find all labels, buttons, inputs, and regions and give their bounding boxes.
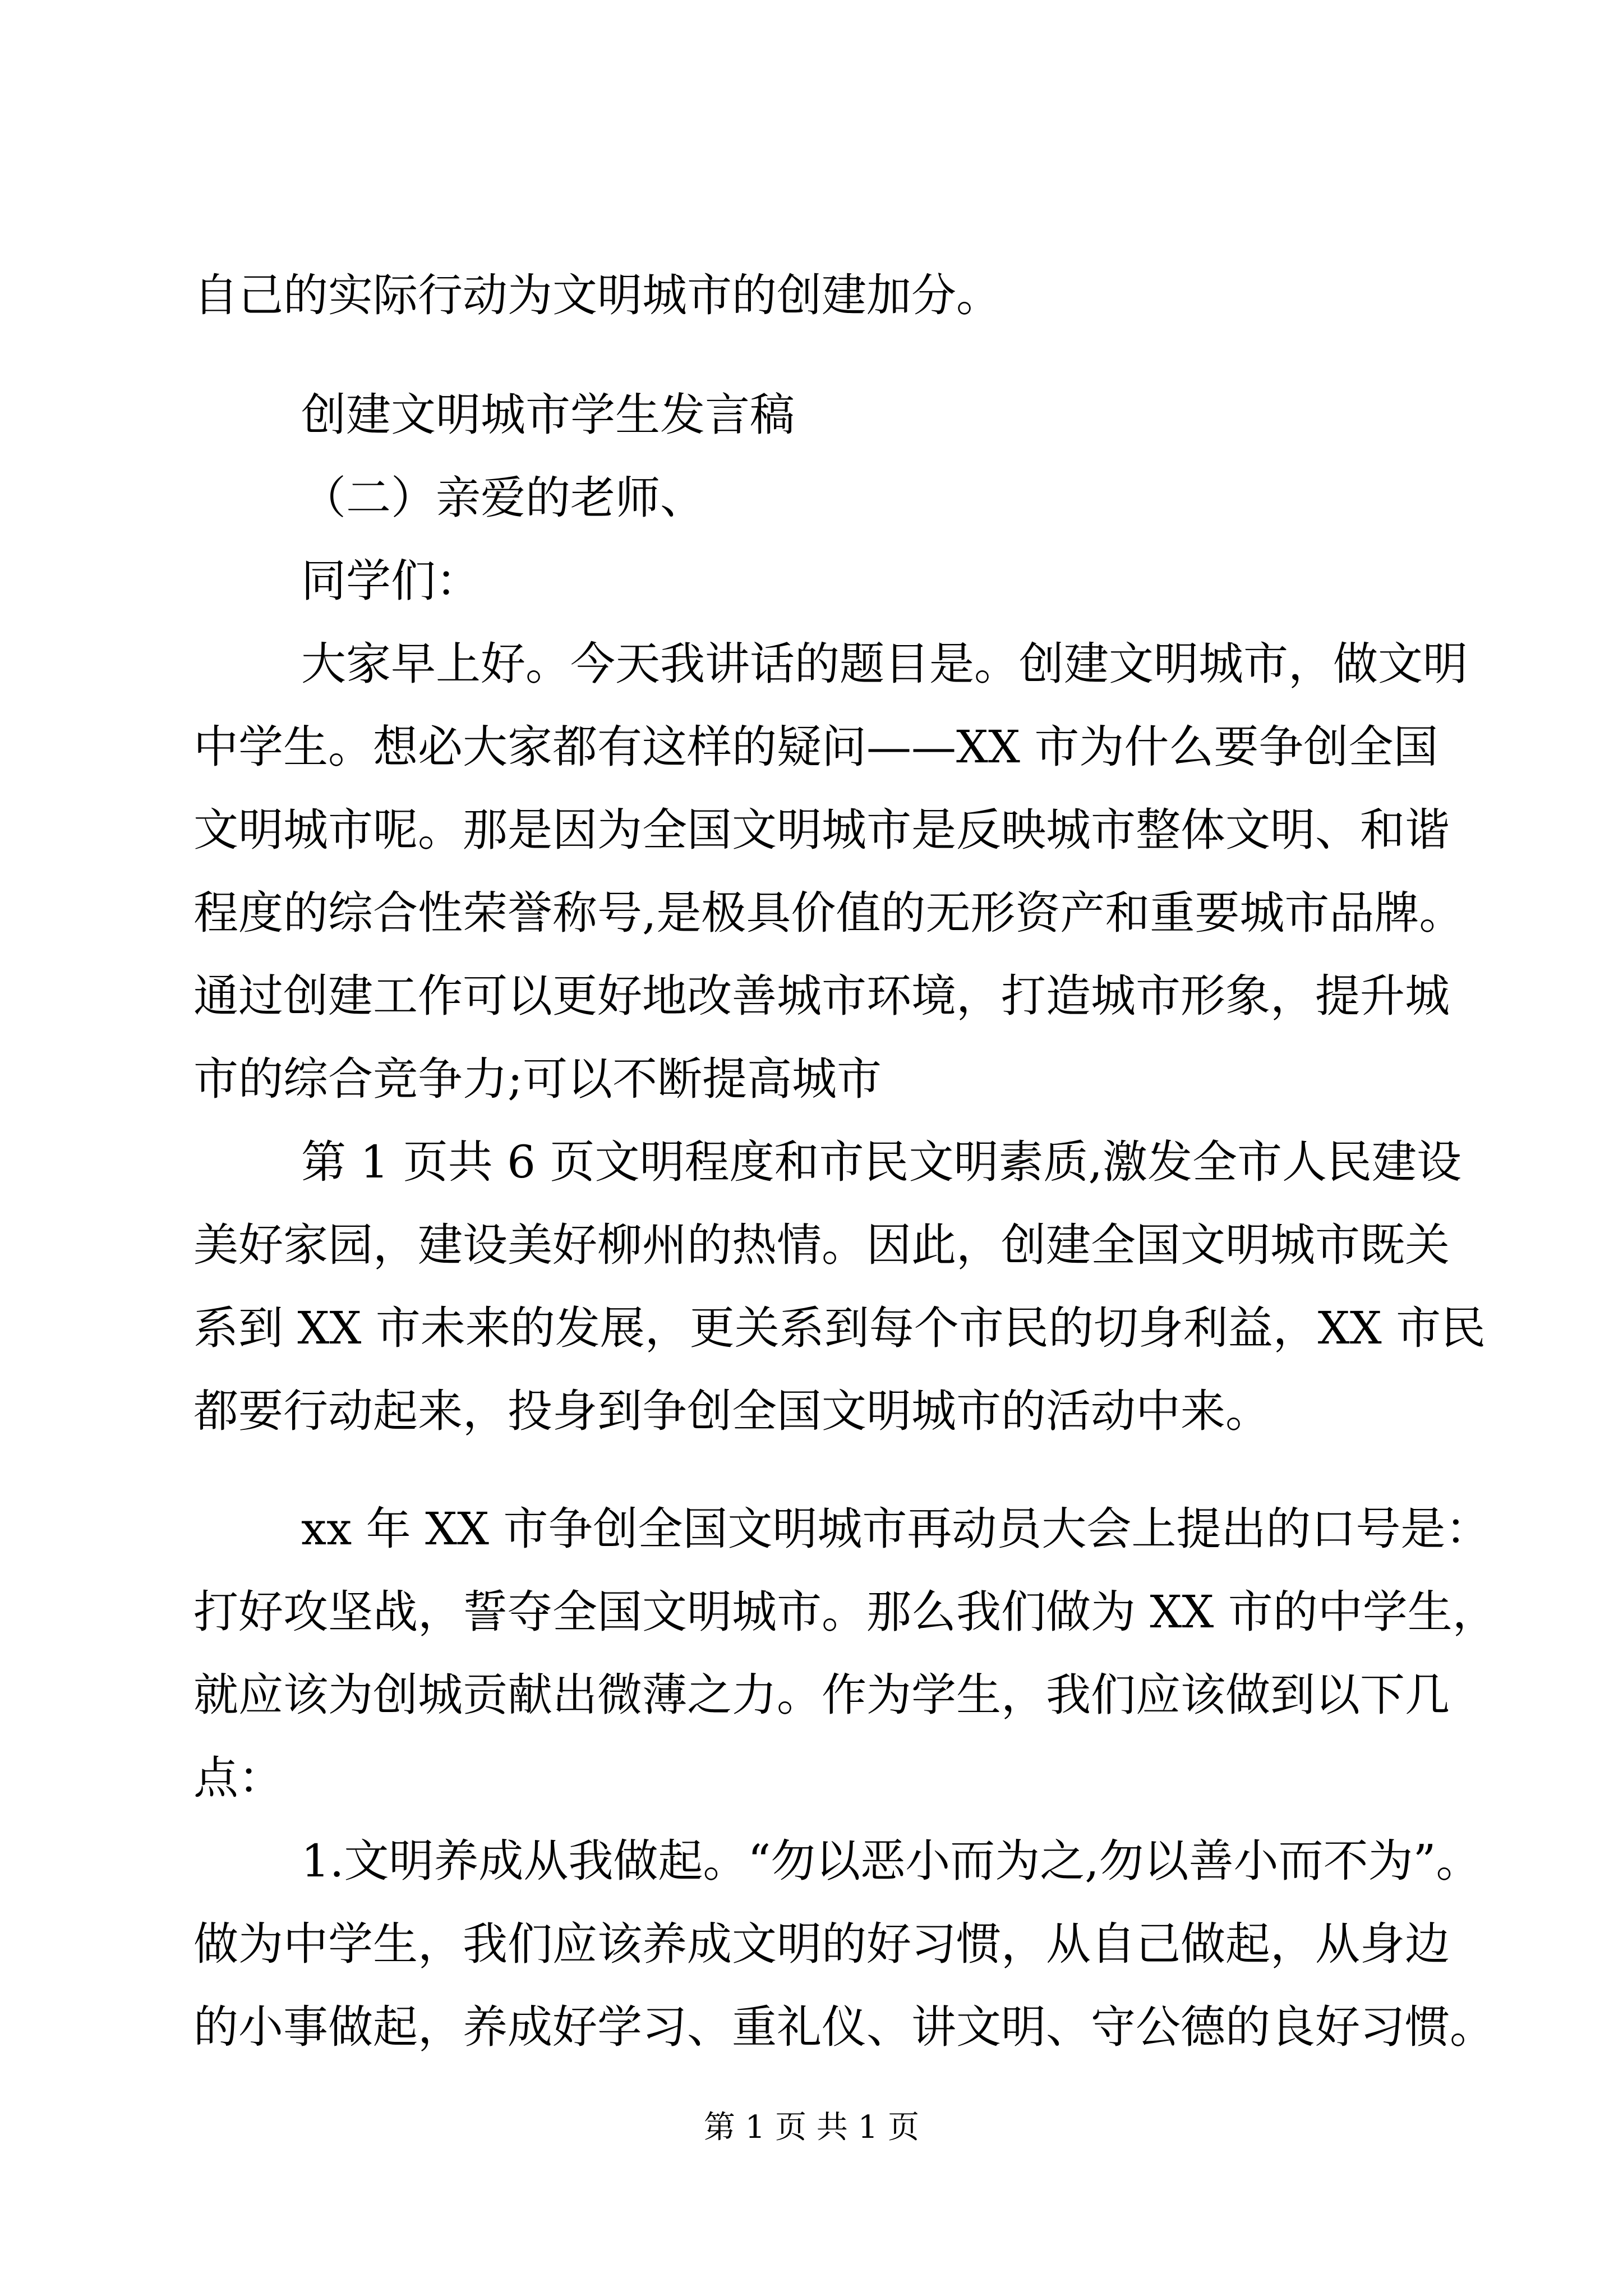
body-line: xx 年 XX 市争创全国文明城市再动员大会上提出的口号是： xyxy=(301,1503,1491,1555)
body-line: 中学生。想必大家都有这样的疑问——XX 市为什么要争创全国 xyxy=(193,721,1438,773)
body-line: 打好攻坚战，誓夺全国文明城市。那么我们做为 XX 市的中学生， xyxy=(193,1586,1497,1638)
body-line: 系到 XX 市未来的发展，更关系到每个市民的切身利益，XX 市民 xyxy=(193,1302,1486,1354)
list-item: 1.文明养成从我做起。“勿以恶小而为之,勿以善小而不为”。 xyxy=(301,1835,1481,1887)
body-line: 做为中学生，我们应该养成文明的好习惯，从自己做起，从身边 xyxy=(193,1918,1450,1970)
body-line: 程度的综合性荣誉称号,是极具价值的无形资产和重要城市品牌。 xyxy=(193,887,1464,939)
body-line: 大家早上好。今天我讲话的题目是。创建文明城市，做文明 xyxy=(301,638,1468,690)
body-line: 都要行动起来，投身到争创全国文明城市的活动中来。 xyxy=(193,1385,1270,1437)
body-line: 美好家园，建设美好柳州的热情。因此，创建全国文明城市既关 xyxy=(193,1219,1450,1271)
salutation: 同学们： xyxy=(301,555,481,607)
page-footer: 第 1 页 共 1 页 xyxy=(703,2109,920,2146)
body-line: 点： xyxy=(193,1752,283,1804)
body-line: 的小事做起，养成好学习、重礼仪、讲文明、守公德的良好习惯。 xyxy=(193,2001,1495,2053)
body-line: 自己的实际行动为文明城市的创建加分。 xyxy=(193,269,1001,321)
body-line: 通过创建工作可以更好地改善城市环境，打造城市形象，提升城 xyxy=(193,970,1450,1022)
body-line: 文明城市呢。那是因为全国文明城市是反映城市整体文明、和谐 xyxy=(193,804,1450,856)
subsection-heading: （二）亲爱的老师、 xyxy=(301,472,705,524)
body-line: 第 1 页共 6 页文明程度和市民文明素质,激发全市人民建设 xyxy=(301,1136,1461,1188)
body-line: 市的综合竞争力;可以不断提高城市 xyxy=(193,1053,882,1105)
section-title: 创建文明城市学生发言稿 xyxy=(301,389,795,441)
body-line: 就应该为创城贡献出微薄之力。作为学生，我们应该做到以下几 xyxy=(193,1669,1450,1721)
